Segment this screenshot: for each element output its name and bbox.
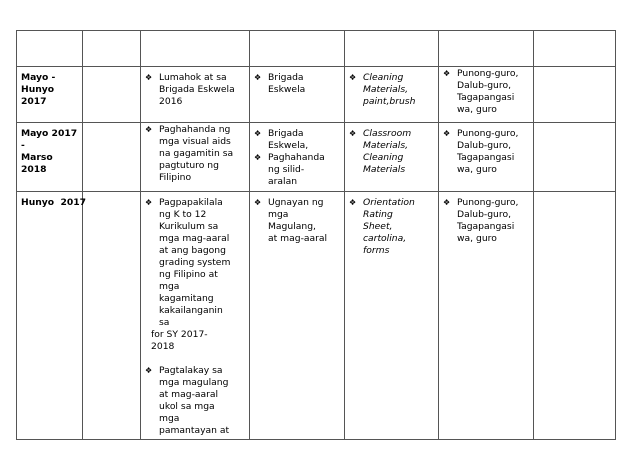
text-line: mga magulang <box>159 377 229 388</box>
date-line: 2017 <box>21 96 47 107</box>
diamond-bullet-icon: ❖ <box>349 73 357 82</box>
list-item <box>349 72 434 108</box>
text-line: wa, guro <box>457 164 497 175</box>
text-line: Cleaning <box>363 152 404 163</box>
text-line: 2016 <box>159 96 183 107</box>
date-line: Hunyo 2017 <box>21 197 87 208</box>
text-line: forms <box>363 245 390 256</box>
diamond-bullet-icon: ❖ <box>254 198 262 207</box>
table-cell <box>345 31 439 67</box>
text-line: Magulang, <box>268 221 316 232</box>
table-row <box>17 67 616 123</box>
text-line: grading system <box>159 257 231 268</box>
plan-table <box>16 30 616 440</box>
diamond-bullet-icon: ❖ <box>443 69 451 78</box>
text-line: Punong-guro, <box>457 128 519 139</box>
diamond-bullet-icon: ❖ <box>145 366 153 375</box>
text-line: Brigada Eskwela <box>159 84 235 95</box>
diamond-bullet-icon: ❖ <box>145 73 153 82</box>
text-line: Dalub-guro, <box>457 140 511 151</box>
text-line: Brigada <box>268 128 304 139</box>
text-line: Punong-guro, <box>457 68 519 79</box>
text-line: paint,brush <box>363 96 416 107</box>
list-item <box>349 128 434 176</box>
participants-cell <box>250 123 345 192</box>
text-line: ukol sa mga <box>159 401 215 412</box>
list-item <box>349 197 434 257</box>
text-line: ng silid- <box>268 164 305 175</box>
list-item <box>443 197 529 245</box>
text-line: Paghahanda ng <box>159 124 231 135</box>
date-cell <box>17 123 83 192</box>
text-line: Materials <box>363 164 406 175</box>
responsible-cell <box>439 67 534 123</box>
text-line: mga mag-aaral <box>159 233 230 244</box>
text-line: Pagtalakay sa <box>159 365 223 376</box>
diamond-bullet-icon: ❖ <box>254 129 262 138</box>
text-line: pagtuturo ng <box>159 160 219 171</box>
text-line: Sheet, <box>363 221 393 232</box>
text-line: Tagapangasi <box>457 152 515 163</box>
materials-cell <box>345 123 439 192</box>
responsible-cell <box>439 123 534 192</box>
text-line: Punong-guro, <box>457 197 519 208</box>
text-line: Orientation <box>363 197 415 208</box>
activity-cell <box>141 123 250 192</box>
empty-cell <box>83 123 141 192</box>
empty-cell <box>534 67 616 123</box>
header-row <box>17 31 616 67</box>
date-cell <box>17 192 87 440</box>
text-line: Tagapangasi <box>457 92 515 103</box>
text-line: Ugnayan ng <box>268 197 324 208</box>
participants-cell <box>250 192 345 440</box>
text-line: 2018 <box>151 341 175 352</box>
text-line: Eskwela, <box>268 140 309 151</box>
table-cell <box>534 31 616 67</box>
text-line: Kurikulum sa <box>159 221 219 232</box>
text-line: Materials, <box>363 140 409 151</box>
materials-cell <box>345 67 439 123</box>
date-line: 2018 <box>21 164 47 175</box>
text-line: for SY 2017- <box>151 329 208 340</box>
text-line: na gagamitin sa <box>159 148 234 159</box>
text-line: at mag-aaral <box>159 389 219 400</box>
text-line: at mag-aaral <box>268 233 328 244</box>
date-line: Mayo - <box>21 72 56 83</box>
diamond-bullet-icon: ❖ <box>254 73 262 82</box>
text-line: sa <box>159 317 170 328</box>
empty-cell <box>534 123 616 192</box>
empty-cell <box>534 192 616 440</box>
text-line: Lumahok at sa <box>159 72 227 83</box>
table-cell <box>250 31 345 67</box>
diamond-bullet-icon: ❖ <box>254 153 262 162</box>
text-line: mga visual aids <box>159 136 231 147</box>
list-item <box>254 72 340 96</box>
text-line: mga <box>159 413 180 424</box>
text-line: Pagpapakilala <box>159 197 223 208</box>
empty-cell <box>83 67 141 123</box>
text-line: Eskwela <box>268 84 306 95</box>
list-item <box>145 72 245 108</box>
text-line: ng Filipino at <box>159 269 218 280</box>
text-line: Materials, <box>363 84 409 95</box>
text-line: wa, guro <box>457 104 497 115</box>
table-cell <box>141 31 250 67</box>
diamond-bullet-icon: ❖ <box>349 129 357 138</box>
responsible-cell <box>439 192 534 440</box>
text-line: Tagapangasi <box>457 221 515 232</box>
participants-cell <box>250 67 345 123</box>
activity-cell <box>141 67 250 123</box>
text-line: wa, guro <box>457 233 497 244</box>
diamond-bullet-icon: ❖ <box>145 198 153 207</box>
list-item <box>254 197 340 245</box>
text-line: mga <box>268 209 289 220</box>
diamond-bullet-icon: ❖ <box>145 125 153 134</box>
date-cell <box>17 67 83 123</box>
text-line: aralan <box>268 176 298 187</box>
text-line: at ang bagong <box>159 245 226 256</box>
text-line: Paghahanda <box>268 152 325 163</box>
table-row <box>17 192 616 440</box>
text-line: pamantayan at <box>159 425 230 436</box>
list-item <box>443 68 529 116</box>
table-cell <box>17 31 83 67</box>
diamond-bullet-icon: ❖ <box>443 129 451 138</box>
text-line: Dalub-guro, <box>457 209 511 220</box>
text-line: Classroom <box>363 128 412 139</box>
text-line: kagamitang <box>159 293 214 304</box>
text-line: Cleaning <box>363 72 404 83</box>
list-item <box>145 197 245 329</box>
table-cell <box>439 31 534 67</box>
text-line: mga <box>159 281 180 292</box>
text-line: kakailanganin <box>159 305 223 316</box>
list-item <box>254 152 340 188</box>
date-line: Hunyo <box>21 84 55 95</box>
list-item <box>443 128 529 176</box>
empty-cell <box>83 192 141 440</box>
text-line: Rating <box>363 209 393 220</box>
text-line: Filipino <box>159 172 192 183</box>
materials-cell <box>345 192 439 440</box>
date-line: Mayo 2017 - <box>21 128 78 151</box>
list-item <box>254 128 340 152</box>
table-row <box>17 123 616 192</box>
text-line: cartolina, <box>363 233 407 244</box>
text-line: Dalub-guro, <box>457 80 511 91</box>
list-item <box>145 365 245 437</box>
activity-cell <box>141 192 250 440</box>
text-line: Brigada <box>268 72 304 83</box>
diamond-bullet-icon: ❖ <box>443 198 451 207</box>
list-item <box>145 124 245 184</box>
text-line: ng K to 12 <box>159 209 207 220</box>
table-cell <box>83 31 141 67</box>
date-line: Marso <box>21 152 53 163</box>
diamond-bullet-icon: ❖ <box>349 198 357 207</box>
